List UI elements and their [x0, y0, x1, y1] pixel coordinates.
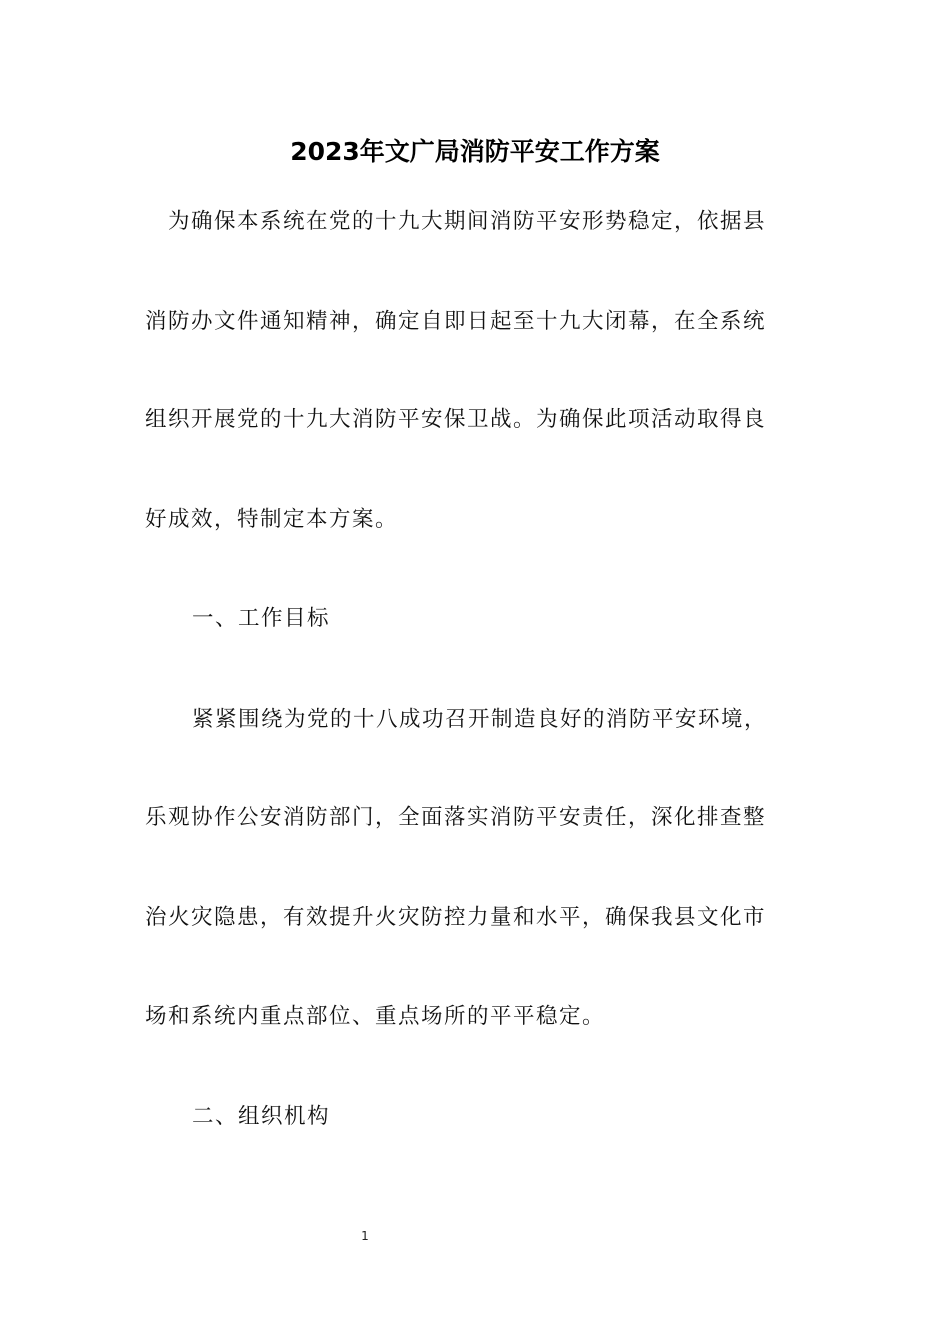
section-heading: 二、组织机构 — [192, 1104, 331, 1129]
paragraph-line: 紧紧围绕为党的十八成功召开制造良好的消防平安环境， — [192, 707, 768, 732]
section-heading: 一、工作目标 — [192, 606, 331, 631]
paragraph-line: 消防办文件通知精神，确定自即日起至十九大闭幕，在全系统 — [145, 309, 767, 334]
document-title: 2023年文广局消防平安工作方案 — [290, 137, 660, 166]
paragraph-line: 为确保本系统在党的十九大期间消防平安形势稳定，依据县 — [168, 209, 767, 234]
paragraph-line: 治火灾隐患，有效提升火灾防控力量和水平，确保我县文化市 — [145, 905, 767, 930]
paragraph-line: 乐观协作公安消防部门，全面落实消防平安责任，深化排查整 — [145, 805, 767, 830]
paragraph-line: 好成效，特制定本方案。 — [145, 507, 399, 532]
paragraph-line: 场和系统内重点部位、重点场所的平平稳定。 — [145, 1004, 606, 1029]
page-number: 1 — [361, 1229, 369, 1243]
paragraph-line: 组织开展党的十九大消防平安保卫战。为确保此项活动取得良 — [145, 407, 767, 432]
